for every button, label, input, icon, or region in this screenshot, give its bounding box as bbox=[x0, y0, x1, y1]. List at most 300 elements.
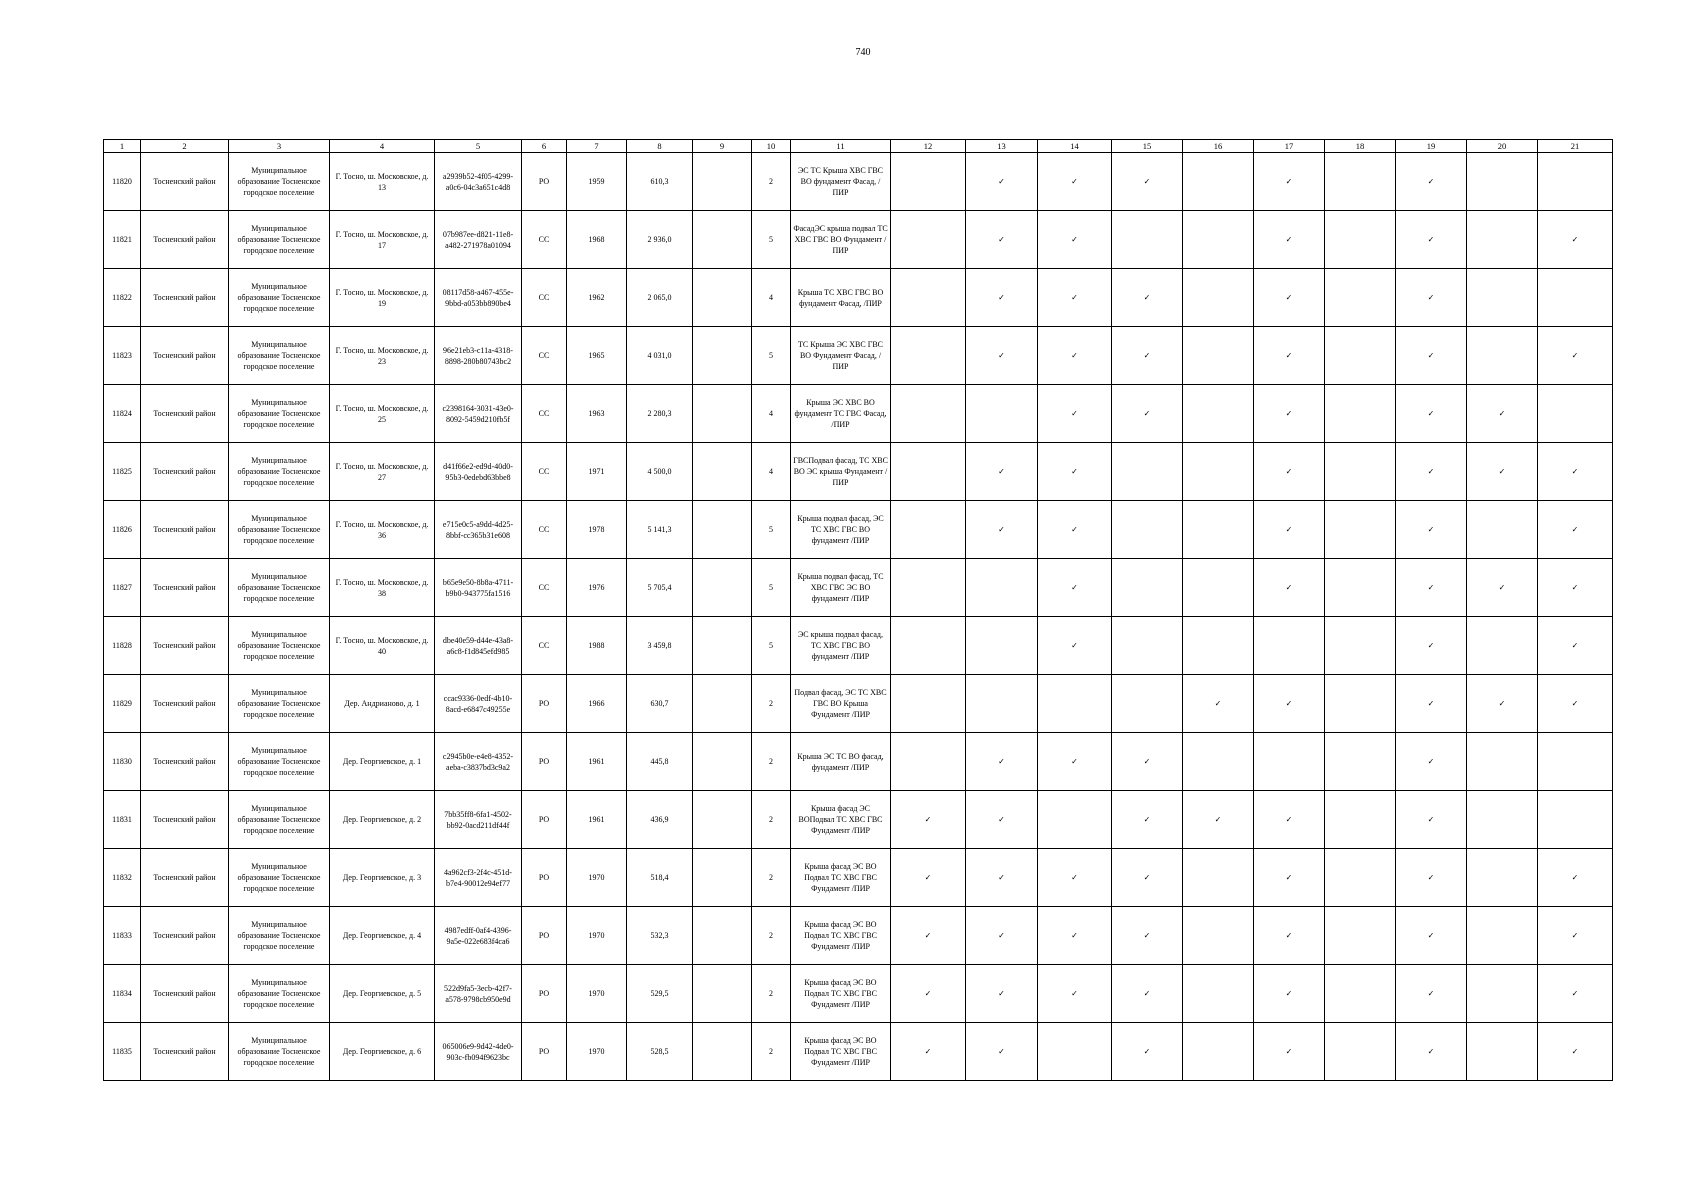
empty-check-cell bbox=[891, 733, 966, 791]
empty-check-cell bbox=[1325, 153, 1396, 211]
wall-material-cell: СС bbox=[522, 617, 567, 675]
row-id: 11832 bbox=[104, 849, 141, 907]
empty-check-cell bbox=[1038, 791, 1112, 849]
guid-cell: 522d9fa5-3ecb-42f7-a578-9798cb950e9d bbox=[435, 965, 522, 1023]
guid-cell: d41f66e2-ed9d-40d0-95b3-0edebd63bbe8 bbox=[435, 443, 522, 501]
address-cell: Г. Тосно, ш. Московское, д. 17 bbox=[330, 211, 435, 269]
row-id: 11831 bbox=[104, 791, 141, 849]
column-header-20: 20 bbox=[1467, 140, 1538, 153]
housing-register-table bbox=[103, 139, 1613, 1081]
column-number-row bbox=[104, 140, 1613, 153]
check-mark-icon: ✓ bbox=[1112, 327, 1183, 385]
area-cell: 532,3 bbox=[627, 907, 693, 965]
check-mark-icon: ✓ bbox=[891, 965, 966, 1023]
area-cell: 528,5 bbox=[627, 1023, 693, 1081]
district-cell: Тосненский район bbox=[141, 211, 229, 269]
table-row bbox=[104, 675, 1613, 733]
empty-check-cell bbox=[1325, 443, 1396, 501]
check-mark-icon: ✓ bbox=[1038, 385, 1112, 443]
municipality-cell: Муниципальное образование Тосненское городское поселение bbox=[229, 907, 330, 965]
area-cell: 2 065,0 bbox=[627, 269, 693, 327]
wall-material-cell: СС bbox=[522, 385, 567, 443]
empty-check-cell bbox=[1038, 675, 1112, 733]
empty-check-cell bbox=[1467, 907, 1538, 965]
empty-check-cell bbox=[1183, 1023, 1254, 1081]
works-list-cell: ЭС ТС Крыша ХВС ГВС ВО фундамент Фасад, /ПИР bbox=[791, 153, 891, 211]
district-cell: Тосненский район bbox=[141, 733, 229, 791]
empty-check-cell bbox=[891, 443, 966, 501]
empty-check-cell bbox=[1325, 385, 1396, 443]
wall-material-cell: СС bbox=[522, 269, 567, 327]
guid-cell: dbe40e59-d44e-43a8-a6c8-f1d845efd985 bbox=[435, 617, 522, 675]
empty-check-cell bbox=[1467, 617, 1538, 675]
address-cell: Дер. Георгиевское, д. 3 bbox=[330, 849, 435, 907]
check-mark-icon: ✓ bbox=[1112, 269, 1183, 327]
municipality-cell: Муниципальное образование Тосненское городское поселение bbox=[229, 327, 330, 385]
district-cell: Тосненский район bbox=[141, 153, 229, 211]
empty-check-cell bbox=[1467, 1023, 1538, 1081]
check-mark-icon: ✓ bbox=[1112, 153, 1183, 211]
municipality-cell: Муниципальное образование Тосненское городское поселение bbox=[229, 269, 330, 327]
check-mark-icon: ✓ bbox=[966, 327, 1038, 385]
municipality-cell: Муниципальное образование Тосненское городское поселение bbox=[229, 965, 330, 1023]
wall-material-cell: СС bbox=[522, 327, 567, 385]
empty-check-cell bbox=[1183, 849, 1254, 907]
area-cell: 2 936,0 bbox=[627, 211, 693, 269]
table-header bbox=[104, 140, 1613, 153]
year-cell: 1988 bbox=[567, 617, 627, 675]
address-cell: Г. Тосно, ш. Московское, д. 40 bbox=[330, 617, 435, 675]
area-cell: 529,5 bbox=[627, 965, 693, 1023]
check-mark-icon: ✓ bbox=[966, 1023, 1038, 1081]
column-header-13: 13 bbox=[966, 140, 1038, 153]
wall-material-cell: РО bbox=[522, 733, 567, 791]
municipality-cell: Муниципальное образование Тосненское городское поселение bbox=[229, 1023, 330, 1081]
municipality-cell: Муниципальное образование Тосненское городское поселение bbox=[229, 559, 330, 617]
works-list-cell: Крыша фасад ЭС ВО Подвал ТС ХВС ГВС Фундамент /ПИР bbox=[791, 907, 891, 965]
empty-check-cell bbox=[966, 385, 1038, 443]
address-cell: Г. Тосно, ш. Московское, д. 23 bbox=[330, 327, 435, 385]
column-header-2: 2 bbox=[141, 140, 229, 153]
check-mark-icon: ✓ bbox=[1538, 559, 1613, 617]
empty-check-cell bbox=[1467, 153, 1538, 211]
empty-check-cell bbox=[1325, 675, 1396, 733]
check-mark-icon: ✓ bbox=[1112, 907, 1183, 965]
empty-cell bbox=[693, 617, 752, 675]
floors-cell: 2 bbox=[752, 965, 791, 1023]
wall-material-cell: СС bbox=[522, 211, 567, 269]
row-id: 11833 bbox=[104, 907, 141, 965]
check-mark-icon: ✓ bbox=[1112, 733, 1183, 791]
check-mark-icon: ✓ bbox=[1112, 965, 1183, 1023]
floors-cell: 2 bbox=[752, 849, 791, 907]
column-header-8: 8 bbox=[627, 140, 693, 153]
address-cell: Г. Тосно, ш. Московское, д. 38 bbox=[330, 559, 435, 617]
municipality-cell: Муниципальное образование Тосненское городское поселение bbox=[229, 211, 330, 269]
empty-check-cell bbox=[891, 501, 966, 559]
empty-cell bbox=[693, 153, 752, 211]
check-mark-icon: ✓ bbox=[1254, 559, 1325, 617]
district-cell: Тосненский район bbox=[141, 965, 229, 1023]
empty-check-cell bbox=[1183, 385, 1254, 443]
check-mark-icon: ✓ bbox=[1396, 733, 1467, 791]
empty-check-cell bbox=[1325, 791, 1396, 849]
check-mark-icon: ✓ bbox=[1396, 849, 1467, 907]
check-mark-icon: ✓ bbox=[1254, 501, 1325, 559]
district-cell: Тосненский район bbox=[141, 791, 229, 849]
area-cell: 436,9 bbox=[627, 791, 693, 849]
check-mark-icon: ✓ bbox=[1396, 791, 1467, 849]
works-list-cell: ЭС крыша подвал фасад, ТС ХВС ГВС ВО фундамент /ПИР bbox=[791, 617, 891, 675]
empty-check-cell bbox=[1112, 211, 1183, 269]
table-row bbox=[104, 327, 1613, 385]
works-list-cell: Крыша фасад ЭС ВО Подвал ТС ХВС ГВС Фундамент /ПИР bbox=[791, 1023, 891, 1081]
empty-check-cell bbox=[1538, 733, 1613, 791]
check-mark-icon: ✓ bbox=[1038, 269, 1112, 327]
column-header-4: 4 bbox=[330, 140, 435, 153]
year-cell: 1961 bbox=[567, 733, 627, 791]
check-mark-icon: ✓ bbox=[1538, 617, 1613, 675]
empty-cell bbox=[693, 211, 752, 269]
address-cell: Дер. Георгиевское, д. 2 bbox=[330, 791, 435, 849]
check-mark-icon: ✓ bbox=[1183, 675, 1254, 733]
district-cell: Тосненский район bbox=[141, 385, 229, 443]
check-mark-icon: ✓ bbox=[1538, 443, 1613, 501]
empty-cell bbox=[693, 907, 752, 965]
empty-cell bbox=[693, 385, 752, 443]
empty-check-cell bbox=[1325, 965, 1396, 1023]
column-header-9: 9 bbox=[693, 140, 752, 153]
check-mark-icon: ✓ bbox=[1538, 327, 1613, 385]
wall-material-cell: РО bbox=[522, 907, 567, 965]
check-mark-icon: ✓ bbox=[966, 791, 1038, 849]
wall-material-cell: СС bbox=[522, 443, 567, 501]
check-mark-icon: ✓ bbox=[1467, 385, 1538, 443]
floors-cell: 5 bbox=[752, 501, 791, 559]
check-mark-icon: ✓ bbox=[1396, 443, 1467, 501]
row-id: 11825 bbox=[104, 443, 141, 501]
empty-check-cell bbox=[1183, 617, 1254, 675]
works-list-cell: ТС Крыша ЭС ХВС ГВС ВО Фундамент Фасад, /ПИР bbox=[791, 327, 891, 385]
empty-check-cell bbox=[1325, 617, 1396, 675]
guid-cell: c2398164-3031-43e0-8092-5459d210fb5f bbox=[435, 385, 522, 443]
check-mark-icon: ✓ bbox=[966, 153, 1038, 211]
column-header-1: 1 bbox=[104, 140, 141, 153]
year-cell: 1962 bbox=[567, 269, 627, 327]
table-row bbox=[104, 211, 1613, 269]
municipality-cell: Муниципальное образование Тосненское городское поселение bbox=[229, 617, 330, 675]
table-row bbox=[104, 849, 1613, 907]
check-mark-icon: ✓ bbox=[1396, 559, 1467, 617]
check-mark-icon: ✓ bbox=[1467, 443, 1538, 501]
empty-cell bbox=[693, 327, 752, 385]
column-header-19: 19 bbox=[1396, 140, 1467, 153]
works-list-cell: Крыша подвал фасад, ЭС ТС ХВС ГВС ВО фундамент /ПИР bbox=[791, 501, 891, 559]
check-mark-icon: ✓ bbox=[1396, 269, 1467, 327]
check-mark-icon: ✓ bbox=[1538, 211, 1613, 269]
check-mark-icon: ✓ bbox=[1254, 385, 1325, 443]
column-header-18: 18 bbox=[1325, 140, 1396, 153]
municipality-cell: Муниципальное образование Тосненское городское поселение bbox=[229, 733, 330, 791]
empty-check-cell bbox=[1183, 965, 1254, 1023]
guid-cell: 08117d58-a467-455e-9bbd-a053bb890be4 bbox=[435, 269, 522, 327]
address-cell: Г. Тосно, ш. Московское, д. 25 bbox=[330, 385, 435, 443]
empty-check-cell bbox=[1183, 501, 1254, 559]
guid-cell: ccac9336-0edf-4b10-8acd-e6847c49255e bbox=[435, 675, 522, 733]
area-cell: 5 705,4 bbox=[627, 559, 693, 617]
works-list-cell: Подвал фасад, ЭС ТС ХВС ГВС ВО Крыша Фундамент /ПИР bbox=[791, 675, 891, 733]
table-row bbox=[104, 791, 1613, 849]
check-mark-icon: ✓ bbox=[1038, 733, 1112, 791]
district-cell: Тосненский район bbox=[141, 559, 229, 617]
municipality-cell: Муниципальное образование Тосненское городское поселение bbox=[229, 791, 330, 849]
empty-cell bbox=[693, 1023, 752, 1081]
year-cell: 1978 bbox=[567, 501, 627, 559]
check-mark-icon: ✓ bbox=[891, 791, 966, 849]
check-mark-icon: ✓ bbox=[1396, 501, 1467, 559]
floors-cell: 2 bbox=[752, 791, 791, 849]
empty-check-cell bbox=[1183, 733, 1254, 791]
empty-check-cell bbox=[891, 675, 966, 733]
check-mark-icon: ✓ bbox=[1112, 1023, 1183, 1081]
guid-cell: 4a962cf3-2f4c-451d-b7e4-90012e94ef77 bbox=[435, 849, 522, 907]
guid-cell: 4987edff-0af4-4396-9a5e-022e683f4ca6 bbox=[435, 907, 522, 965]
wall-material-cell: РО bbox=[522, 849, 567, 907]
check-mark-icon: ✓ bbox=[1254, 849, 1325, 907]
floors-cell: 5 bbox=[752, 617, 791, 675]
empty-check-cell bbox=[1538, 153, 1613, 211]
works-list-cell: Крыша подвал фасад, ТС ХВС ГВС ЭС ВО фундамент /ПИР bbox=[791, 559, 891, 617]
guid-cell: 07b987ee-d821-11e8-a482-271978a01094 bbox=[435, 211, 522, 269]
page-number: 740 bbox=[855, 47, 871, 58]
empty-check-cell bbox=[1254, 733, 1325, 791]
year-cell: 1976 bbox=[567, 559, 627, 617]
area-cell: 445,8 bbox=[627, 733, 693, 791]
check-mark-icon: ✓ bbox=[1396, 617, 1467, 675]
check-mark-icon: ✓ bbox=[1254, 1023, 1325, 1081]
floors-cell: 2 bbox=[752, 907, 791, 965]
check-mark-icon: ✓ bbox=[1038, 849, 1112, 907]
district-cell: Тосненский район bbox=[141, 849, 229, 907]
empty-check-cell bbox=[1467, 849, 1538, 907]
address-cell: Г. Тосно, ш. Московское, д. 36 bbox=[330, 501, 435, 559]
check-mark-icon: ✓ bbox=[1538, 965, 1613, 1023]
empty-check-cell bbox=[966, 617, 1038, 675]
check-mark-icon: ✓ bbox=[1254, 153, 1325, 211]
check-mark-icon: ✓ bbox=[1183, 791, 1254, 849]
empty-check-cell bbox=[1112, 675, 1183, 733]
address-cell: Дер. Георгиевское, д. 1 bbox=[330, 733, 435, 791]
district-cell: Тосненский район bbox=[141, 617, 229, 675]
empty-cell bbox=[693, 675, 752, 733]
check-mark-icon: ✓ bbox=[1254, 907, 1325, 965]
table-row bbox=[104, 269, 1613, 327]
empty-check-cell bbox=[891, 269, 966, 327]
empty-check-cell bbox=[1183, 153, 1254, 211]
empty-check-cell bbox=[1112, 501, 1183, 559]
check-mark-icon: ✓ bbox=[1538, 501, 1613, 559]
table-row bbox=[104, 501, 1613, 559]
guid-cell: 065006e9-9d42-4de0-903c-fb094f9623bc bbox=[435, 1023, 522, 1081]
municipality-cell: Муниципальное образование Тосненское городское поселение bbox=[229, 385, 330, 443]
empty-check-cell bbox=[1467, 327, 1538, 385]
row-id: 11822 bbox=[104, 269, 141, 327]
area-cell: 4 500,0 bbox=[627, 443, 693, 501]
address-cell: Г. Тосно, ш. Московское, д. 19 bbox=[330, 269, 435, 327]
column-header-5: 5 bbox=[435, 140, 522, 153]
area-cell: 610,3 bbox=[627, 153, 693, 211]
year-cell: 1970 bbox=[567, 965, 627, 1023]
empty-check-cell bbox=[891, 211, 966, 269]
check-mark-icon: ✓ bbox=[1396, 211, 1467, 269]
district-cell: Тосненский район bbox=[141, 1023, 229, 1081]
wall-material-cell: РО bbox=[522, 153, 567, 211]
empty-cell bbox=[693, 733, 752, 791]
empty-check-cell bbox=[1467, 791, 1538, 849]
check-mark-icon: ✓ bbox=[1038, 965, 1112, 1023]
check-mark-icon: ✓ bbox=[1038, 907, 1112, 965]
check-mark-icon: ✓ bbox=[1254, 269, 1325, 327]
empty-check-cell bbox=[891, 559, 966, 617]
check-mark-icon: ✓ bbox=[1254, 327, 1325, 385]
empty-check-cell bbox=[1467, 501, 1538, 559]
floors-cell: 4 bbox=[752, 269, 791, 327]
empty-check-cell bbox=[891, 385, 966, 443]
check-mark-icon: ✓ bbox=[1396, 385, 1467, 443]
check-mark-icon: ✓ bbox=[966, 965, 1038, 1023]
row-id: 11827 bbox=[104, 559, 141, 617]
floors-cell: 5 bbox=[752, 211, 791, 269]
district-cell: Тосненский район bbox=[141, 907, 229, 965]
year-cell: 1970 bbox=[567, 907, 627, 965]
year-cell: 1966 bbox=[567, 675, 627, 733]
empty-check-cell bbox=[966, 559, 1038, 617]
empty-check-cell bbox=[966, 675, 1038, 733]
works-list-cell: ГВСПодвал фасад, ТС ХВС ВО ЭС крыша Фундамент /ПИР bbox=[791, 443, 891, 501]
column-header-10: 10 bbox=[752, 140, 791, 153]
check-mark-icon: ✓ bbox=[891, 907, 966, 965]
floors-cell: 4 bbox=[752, 443, 791, 501]
address-cell: Дер. Георгиевское, д. 4 bbox=[330, 907, 435, 965]
empty-check-cell bbox=[1467, 269, 1538, 327]
check-mark-icon: ✓ bbox=[1467, 675, 1538, 733]
check-mark-icon: ✓ bbox=[966, 211, 1038, 269]
empty-check-cell bbox=[1467, 965, 1538, 1023]
table-body bbox=[104, 153, 1613, 1081]
empty-check-cell bbox=[1325, 501, 1396, 559]
check-mark-icon: ✓ bbox=[1396, 153, 1467, 211]
empty-check-cell bbox=[1183, 211, 1254, 269]
check-mark-icon: ✓ bbox=[1538, 849, 1613, 907]
empty-check-cell bbox=[1325, 211, 1396, 269]
empty-cell bbox=[693, 849, 752, 907]
check-mark-icon: ✓ bbox=[966, 849, 1038, 907]
check-mark-icon: ✓ bbox=[1038, 559, 1112, 617]
municipality-cell: Муниципальное образование Тосненское городское поселение bbox=[229, 443, 330, 501]
address-cell: Дер. Георгиевское, д. 6 bbox=[330, 1023, 435, 1081]
empty-check-cell bbox=[1325, 733, 1396, 791]
row-id: 11834 bbox=[104, 965, 141, 1023]
floors-cell: 5 bbox=[752, 559, 791, 617]
table-row bbox=[104, 443, 1613, 501]
area-cell: 630,7 bbox=[627, 675, 693, 733]
empty-check-cell bbox=[891, 617, 966, 675]
area-cell: 5 141,3 bbox=[627, 501, 693, 559]
column-header-14: 14 bbox=[1038, 140, 1112, 153]
year-cell: 1970 bbox=[567, 849, 627, 907]
empty-check-cell bbox=[1538, 791, 1613, 849]
check-mark-icon: ✓ bbox=[966, 269, 1038, 327]
check-mark-icon: ✓ bbox=[1254, 791, 1325, 849]
empty-cell bbox=[693, 965, 752, 1023]
check-mark-icon: ✓ bbox=[1396, 1023, 1467, 1081]
floors-cell: 2 bbox=[752, 733, 791, 791]
district-cell: Тосненский район bbox=[141, 327, 229, 385]
row-id: 11820 bbox=[104, 153, 141, 211]
check-mark-icon: ✓ bbox=[1254, 211, 1325, 269]
row-id: 11835 bbox=[104, 1023, 141, 1081]
floors-cell: 2 bbox=[752, 1023, 791, 1081]
works-list-cell: ФасадЭС крыша подвал ТС ХВС ГВС ВО Фундамент /ПИР bbox=[791, 211, 891, 269]
year-cell: 1963 bbox=[567, 385, 627, 443]
works-list-cell: Крыша ТС ХВС ГВС ВО фундамент Фасад, /ПИР bbox=[791, 269, 891, 327]
district-cell: Тосненский район bbox=[141, 443, 229, 501]
check-mark-icon: ✓ bbox=[1396, 965, 1467, 1023]
wall-material-cell: РО bbox=[522, 791, 567, 849]
empty-cell bbox=[693, 501, 752, 559]
empty-check-cell bbox=[1325, 559, 1396, 617]
year-cell: 1959 bbox=[567, 153, 627, 211]
year-cell: 1970 bbox=[567, 1023, 627, 1081]
floors-cell: 2 bbox=[752, 153, 791, 211]
floors-cell: 4 bbox=[752, 385, 791, 443]
column-header-16: 16 bbox=[1183, 140, 1254, 153]
check-mark-icon: ✓ bbox=[1038, 153, 1112, 211]
floors-cell: 5 bbox=[752, 327, 791, 385]
check-mark-icon: ✓ bbox=[1038, 501, 1112, 559]
check-mark-icon: ✓ bbox=[966, 501, 1038, 559]
empty-check-cell bbox=[1467, 211, 1538, 269]
municipality-cell: Муниципальное образование Тосненское городское поселение bbox=[229, 153, 330, 211]
check-mark-icon: ✓ bbox=[1396, 907, 1467, 965]
table-row bbox=[104, 733, 1613, 791]
area-cell: 518,4 bbox=[627, 849, 693, 907]
empty-check-cell bbox=[1325, 269, 1396, 327]
address-cell: Дер. Георгиевское, д. 5 bbox=[330, 965, 435, 1023]
guid-cell: a2939b52-4f05-4299-a0c6-04c3a651c4d8 bbox=[435, 153, 522, 211]
empty-check-cell bbox=[1183, 907, 1254, 965]
address-cell: Г. Тосно, ш. Московское, д. 27 bbox=[330, 443, 435, 501]
works-list-cell: Крыша ЭС ХВС ВО фундамент ТС ГВС Фасад, /ПИР bbox=[791, 385, 891, 443]
check-mark-icon: ✓ bbox=[1254, 965, 1325, 1023]
check-mark-icon: ✓ bbox=[1038, 443, 1112, 501]
year-cell: 1968 bbox=[567, 211, 627, 269]
address-cell: Дер. Андрианово, д. 1 bbox=[330, 675, 435, 733]
empty-check-cell bbox=[1467, 733, 1538, 791]
empty-check-cell bbox=[1183, 443, 1254, 501]
district-cell: Тосненский район bbox=[141, 269, 229, 327]
column-header-7: 7 bbox=[567, 140, 627, 153]
check-mark-icon: ✓ bbox=[1254, 443, 1325, 501]
municipality-cell: Муниципальное образование Тосненское городское поселение bbox=[229, 501, 330, 559]
check-mark-icon: ✓ bbox=[1112, 849, 1183, 907]
works-list-cell: Крыша фасад ЭС ВОПодвал ТС ХВС ГВС Фундамент /ПИР bbox=[791, 791, 891, 849]
check-mark-icon: ✓ bbox=[966, 907, 1038, 965]
area-cell: 2 280,3 bbox=[627, 385, 693, 443]
district-cell: Тосненский район bbox=[141, 501, 229, 559]
empty-check-cell bbox=[1538, 385, 1613, 443]
wall-material-cell: РО bbox=[522, 675, 567, 733]
